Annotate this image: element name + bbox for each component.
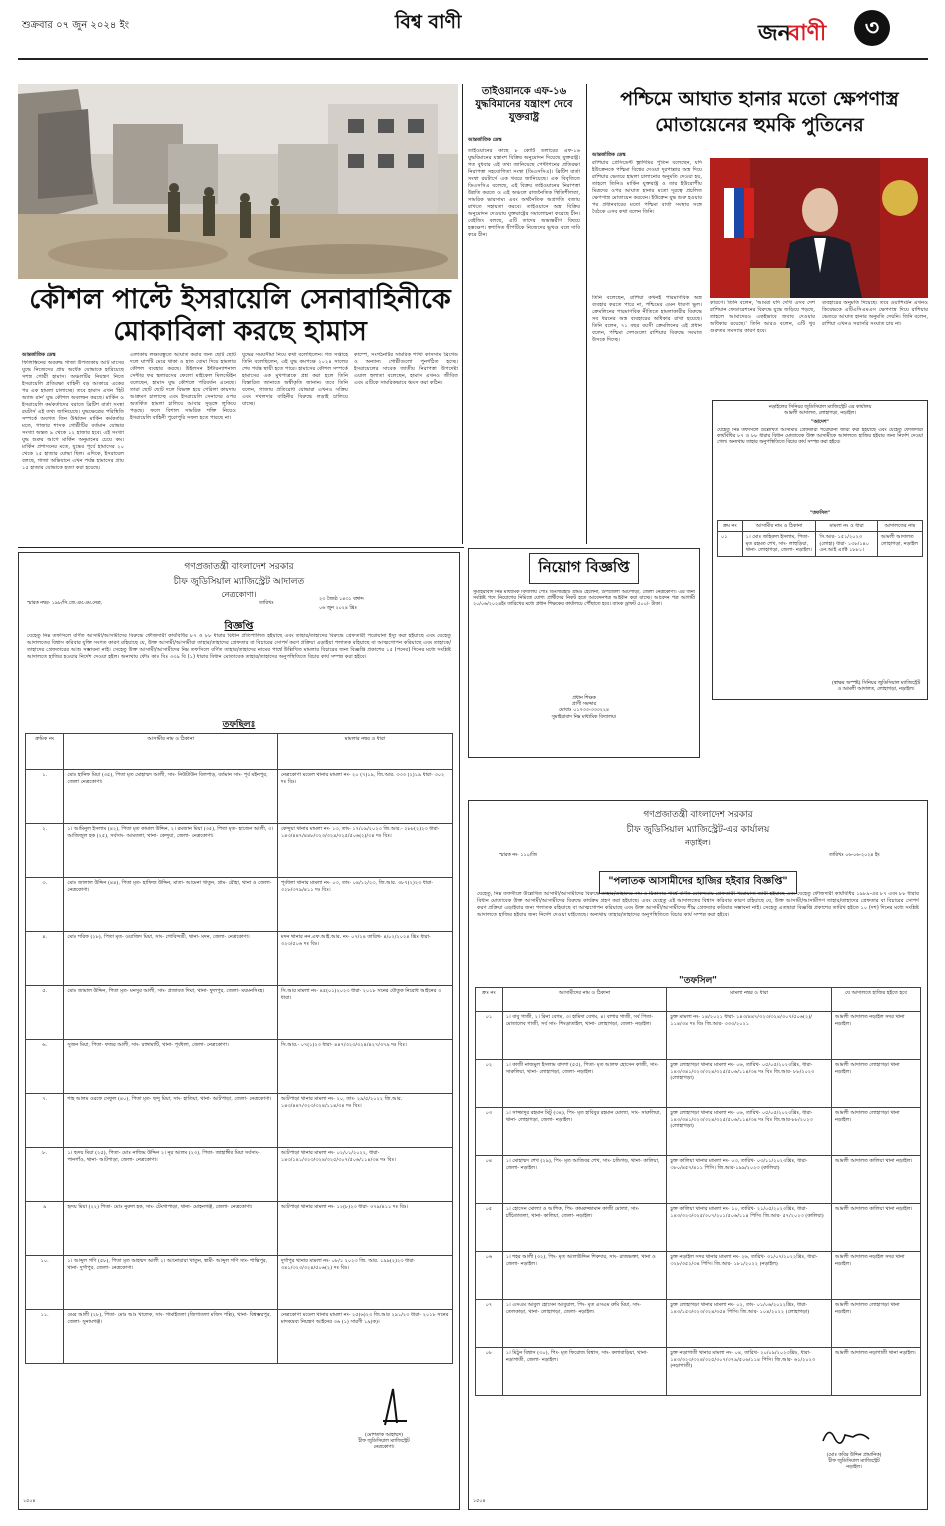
table-cell: ১। মোঃ জহিরুল ইসলাম, পিতা- মৃত রহমত শেখ, সাং- লাহুড়িয়া, থানা- লোহাগড়া, জেলা- নড়াইল। xyxy=(742,532,816,557)
table-cell: চুক্ত নড়াইল সদর থানার মামলা নং- ২৬, তারিখ- ৩১/০৭/২০২২খ্রিঃ, ধারা- ৩২৮/৩৫২/৩৪ পিসি। জি.আর- ১৮১/২০২২ (নড়াইল) xyxy=(667,1252,832,1300)
table-cell: ০২ xyxy=(476,1060,503,1108)
netrokona-tafsil: তফছিলঃ xyxy=(222,720,256,730)
netrokona-notice xyxy=(18,552,460,1510)
netrokona-footer-code: ১৫০৪ xyxy=(23,1498,36,1504)
narail-small-col: আদালতের নাম xyxy=(877,520,922,532)
table-row xyxy=(26,770,453,824)
narail-big-col: ক্রঃ নং xyxy=(476,988,503,1012)
table-cell: সি.আর মামলা নং- ৪৫(০১)২০২৩ ধারা- ২০১৮ সনের যৌতুক নিরোধ আইনের ৩ ধারা। xyxy=(277,986,452,1040)
recruitment-sign-phone: মোবাঃ ০১৭৩৩-৩৩৩২২৪ xyxy=(558,708,610,714)
narail-small-tafsil: "তফসিল" xyxy=(809,509,831,516)
table-cell: ০৬ xyxy=(476,1252,503,1300)
putin-col-2: তিনি বলেছেন, রাশিয়া কখনই পারমাণবিক অস্ত্র ব্যবহার করতে পারে না, পশ্চিমের এমন ধারণা ভুল। ক্রেমলিনের পারমাণবিক নীতিতে হামলাকারীর বিরুদ্ধে সব ধরনের অস্ত্র ব্যবহারের অধিকার রাখা হয়েছে। তিনি বলেন, ৭১ বছর বয়সী ক্রেমলিনের এই প্রধান বলেন, পশ্চিমা দেশগুলো রাশিয়ার বিরুদ্ধে সংঘাত উসকে দিচ্ছে। xyxy=(592,295,702,343)
narail-big-sign-1: (মোঃ কবির উদ্দিন প্রামানিক) xyxy=(826,1453,882,1458)
table-cell: আমলী আদালত লোহাগড়া থানা নড়াইল। xyxy=(831,1108,920,1156)
header-rule xyxy=(18,58,928,60)
main-story-col-2: এলাকায় লক্ষ্যবস্তুতে আঘাত করার জন্য ছোট ছোট দলে ঘাপটি মেরে থাকা ও হাত বোমা দিয়ে হামলার কৌশল ব্যবহার করছে। উইলসন ইন্টারন্যাশনাল সেন্টার ফর স্কলারসের ফেলো মাইকেল মিলস্টেইন বলেছেন, হামাস যুদ্ধ কৌশলে পরিবর্তন এনেছে। তারা ছোট ছোট দলে বিভক্ত হয়ে গেরিলা কায়দায় আক্রমণ চালাচ্ছে এবং ইসরায়েলি সেনাদের ওপর অতর্কিত হামলা চালিয়ে আবার সুড়ঙ্গে লুকিয়ে পড়ছে। ফলে বিশাল সামরিক শক্তি নিয়েও ইসরায়েলি বাহিনী পুরোপুরি সফল হতে পারছে না। xyxy=(130,352,236,421)
f16-body: তাইওয়ানের কাছে ৮ কোটি ডলারের এফ-১৬ যুদ্ধবিমানের যন্ত্রাংশ বিক্রির অনুমোদন দিয়েছে যুক্তরাষ্ট্র। গত বুধবার এই তথ্য জানিয়েছে পেন্টাগনের প্রতিরক্ষা নিরাপত্তা সহযোগিতা সংস্থা (ডিএসসিএ)। ব্রিটিশ বার্তা সংস্থা রয়টার্সে এক খবরে জানিয়েছে। এক বিবৃতিতে ডিএসসিএ বলেছে, এই বিক্রয় তাইওয়ানের নিরাপত্তা উন্নতি করতে ও এই অঞ্চলে রাজনৈতিক স্থিতিশীলতা, সামরিক ভারসাম্য এবং অর্থনৈতিক অগ্রগতি বজায় রাখতে সহায়তা করবে। তাইওয়ানে অস্ত্র বিক্রির অনুমোদন দেওয়ায় যুক্তরাষ্ট্রের সমালোচনা করেছে চীন। বেইজিং বলছে, এটি তাদের অভ্যন্তরীণ বিষয়ে হস্তক্ষেপ। স্বশাসিত দ্বীপটিকে নিজেদের ভূখণ্ড বলে দাবি করে চীন। xyxy=(468,148,580,238)
table-cell: ১। কাজী নাজমুল ইসলাম বাদশা (৫৫), পিতা- মৃত আলফ হোসেন কাজী, সাং- সারুলিয়া, থানা- লোহাগড়া, জেলা- নড়াইল। xyxy=(502,1060,667,1108)
table-cell: ০৭ xyxy=(476,1300,503,1348)
table-row xyxy=(26,1094,453,1148)
recruitment-notice xyxy=(468,548,700,758)
table-cell: পূর্বধলা থানার মামলা নং- ০৩, তাং- ০৪/১২/২৩, জি.আর. ৩৮৭(২)২৩ ধারা- ৩২৮/৩৭৯/৪১১ দঃ বিঃ। xyxy=(277,878,452,932)
table-cell: ১। বাবু গাজী, ২। রিনা বেগম, ৩। হামিদা বেগম, ৪। বাশার গাজী, সর্ব পিতা- মোতালেব গাজী, সর্ব সাং- শিংড়াতাইল, থানা- লোহাগড়া, জেলা- নড়াইল। xyxy=(502,1012,667,1060)
main-headline xyxy=(22,284,458,348)
narail-big-h1: গণপ্রজাতন্ত্রী বাংলাদেশ সরকার xyxy=(643,810,753,820)
gaza-soldiers-photo xyxy=(18,84,458,279)
narail-small-h1: নড়াইলের সিনিয়র জুডিসিয়াল ম্যাজিস্ট্রেট এর কার্যালয় xyxy=(768,405,872,410)
netrokona-heading xyxy=(25,559,453,602)
table-cell: কেন্দুয়া থানার মামলা নং- ১৩, তাং- ১৭/০৯/২০২৩ জি.আর.- ২৮৮(২)২৩ ধারা- ১৪৩/৪৪৭/৪৪৮/৩২৩/৩২৪/৩২৫/৫০৬(২)/৩৪ দঃ বিঃ। xyxy=(277,824,452,878)
netrokona-signature xyxy=(319,1433,449,1452)
signature-scribble xyxy=(819,1421,879,1451)
narail-big-heading xyxy=(475,807,921,850)
netrokona-sign-role: চীফ জুডিসিয়াল ম্যাজিস্ট্রেট xyxy=(358,1439,410,1445)
table-cell: ৬. xyxy=(26,1040,64,1094)
table-cell: শাহ আলম ওরফে সেফুল (৪০), পিতা মৃত- ছন্দু মিয়া, সাং- হাতিয়া, থানা- আটপাড়া, জেলা- নেত্রকোণা। xyxy=(64,1094,278,1148)
table-cell: ১। আমিনুল ইসলাম (৪২), পিতা মৃত কামাল উদ্দিন, ২। রমজান মিয়া (৩৫), পিতা মৃত- হাজেন আলী, ৩। আজিজুল হক (২৫), সর্বসাং- আমতলা, থানা- কেন্দুয়া, জেলা- নেত্রকোণা। xyxy=(64,824,278,878)
narail-big-h3: নড়াইল। xyxy=(685,838,711,847)
table-row xyxy=(476,1012,921,1060)
table-cell: ১০. xyxy=(26,1256,64,1310)
recruitment-sign-name: প্রাণী সমদ্দার xyxy=(571,702,597,708)
table-cell: মোঃ জামাল উদ্দিন, পিতা মৃত- মনসুর আলী, সাং- প্রজাবত দিঘা, থানা- ফুলপুর, জেলা- ময়মনসিংহ। xyxy=(64,986,278,1040)
netrokona-signature-mark xyxy=(379,1385,413,1433)
netrokona-sign-place: নেত্রকোণা। xyxy=(373,1445,395,1451)
table-row xyxy=(26,986,453,1040)
column-divider xyxy=(462,84,463,544)
table-cell: ৯ xyxy=(26,1202,64,1256)
table-row xyxy=(26,878,453,932)
table-cell: ০৮ xyxy=(476,1348,503,1396)
table-row xyxy=(476,1204,921,1252)
table-cell: ৫. xyxy=(26,986,64,1040)
narail-small-col: আসামীর নাম ও ঠিকানা xyxy=(742,520,816,532)
table-cell: ০৫ xyxy=(476,1204,503,1252)
table-row xyxy=(476,1300,921,1348)
narail-small-body: যেহেতু নিম্ন তফসিলে উল্লেখিত আসামীর গ্রেফতারী পরোয়ানা জারী করা হইয়াছে এবং যেহেতু ফৌজদারী কার্যবিধির ৮৭ ও ৮৮ ধারার বিধান মোতাবেক উক্ত আসামীকে আদালতে হাজির হইবার জন্য নির্দেশ দেওয়া গেল। অন্যথায় তাহার অনুপস্থিতিতে বিচার কার্য সম্পন্ন করা হইবে। xyxy=(717,427,923,446)
table-cell: আমলী আদালত নড়াইল সদর থানা নড়াইল। xyxy=(831,1012,920,1060)
narail-small-h2: আমলী আদালত, লোহাগড়া, নড়াইল। xyxy=(784,411,856,417)
table-row xyxy=(476,1252,921,1300)
main-story-col-3: যুদ্ধের সময়সীমা নিয়ে কথা বলেছিলেন। গত সপ্তাহে তিনি বলেছিলেন, এই যুদ্ধ কমপক্ষে ২০২৪ সালের শেষ পর্যন্ত স্থায়ী হতে পারে। হামাসের কৌশল সম্পর্কে হামাসের এক মুখপাত্রকে প্রশ্ন করা হলে তিনি বিস্তারিত জানাতে অস্বীকৃতি জানান। তবে তিনি বলেন, গাজায় প্রতিরোধ যোদ্ধারা এখনও সক্রিয় এবং দখলদার বাহিনীর বিরুদ্ধে লড়াই চালিয়ে যাচ্ছে। xyxy=(242,352,348,407)
f16-desk: আন্তর্জাতিক ডেস্ক xyxy=(468,137,502,143)
table-cell: ৪. xyxy=(26,932,64,986)
table-row xyxy=(26,1256,453,1310)
table-cell: ০৪ xyxy=(476,1156,503,1204)
table-cell: চুক্ত লোহাগড়া থানার মামলা নং- ০২, তাং- ০১/০৬/২০২২খ্রিঃ, ধারা- ১৪৩/১৫৩/৩২৩/৩২৪/৩৫৪ পিসি। জি.আর- ১০৪/২০২২ (লোহাগড়া) xyxy=(667,1300,832,1348)
signature-scribble xyxy=(379,1385,413,1429)
table-cell: ১। আব্দুল গণি (৫৮), পিতা মৃত আহম্মদ আলী ২। আনোয়ারা খাতুন, স্বামী- আব্দুল গণি সাং- শান্তিপুর, থানা- দুর্গাপুর, জেলা- নেত্রকোণা। xyxy=(64,1256,278,1310)
table-cell: সি.আর.- ০৭(১)২৩ ধারা- ৪৪৭/৩২৩/৩২৪/৪২৭/৩৭৯ দঃ বিঃ। xyxy=(277,1040,452,1094)
putin-col-4: ব্যবহারের অনুমতি দিয়েছে। তবে ওয়াশিংটন এখনও কিয়েভকে এটিএসিএমএস ক্ষেপণাস্ত্র দিয়ে রাশিয়ার ভেতরে আঘাত হানার অনুমতি দেয়নি। তিনি বলেন, রাশিয়া এখনও সরাসরি সংঘাত চায় না। xyxy=(822,300,928,327)
table-cell: ০৩ xyxy=(476,1108,503,1156)
recruitment-body: সুমাইরাবাদ নিম্ন মাধ্যমিক বিদ্যালয় পোঃ ডিংগারহাট গ্রামঃ হেলেনা, উপজেলা আটপাড়া, জেলা নেত্রকোণা। এর জন্য সংশ্লিষ্ট পদে নিয়োগের নিমিত্তে যোগ্য প্রার্থীদের নিকট হতে আবেদনপত্র আহ্বান করা যাচ্ছে। আবেদন পত্র আগামী ২০/০৬/২০২৪ইং তারিখের মধ্যে প্রধান শিক্ষকের কার্যালয়ে পৌঁছাতে হবে। ব্যাংক ড্রাফট ৫০০/- টাকা। xyxy=(473,590,695,608)
table-cell: আমলী আদালত লোহাগড়া থানা নড়াইল। xyxy=(831,1300,920,1348)
table-cell: আমলী আদালত লোহাগড়া থানা নড়াইল। xyxy=(831,1060,920,1108)
table-cell: চুক্ত কালিয়া থানার মামলা নং- ০৩, তারিখ- ০৩/১১/২০২৩খ্রিঃ, ধারা- ৩৮০/৪৫৭/৪১১ পিসি। জি.আর-১৯৯/২০২৩ (কালিয়া) xyxy=(667,1156,832,1204)
table-cell: ১। সাজ্জাদুর রহমান মিটু (৩৪), পিং- মৃত হাবিবুর রহমান মোল্যা, সাং- সারুলিয়া, থানা- লোহাগড়া, জেলা- নড়াইল। xyxy=(502,1108,667,1156)
table-cell: ১। মিঠুন বিশ্বাস (৩০), পিং- মৃত ফিরোজ বিশ্বাস, সাং- কলাবাড়িয়া, থানা- নড়াগাতী, জেলা- নড়াইল। xyxy=(502,1348,667,1396)
netrokona-title: বিজ্ঞপ্তি xyxy=(224,621,254,632)
table-cell: ১. xyxy=(26,770,64,824)
netrokona-h1: গণপ্রজাতন্ত্রী বাংলাদেশ সরকার xyxy=(184,562,294,572)
table-cell: চুক্ত নড়াগাতী থানার মামলা নং- ০৪, তারিখ- ২০/০৯/২০২৩খ্রিঃ, ধারা- ১৪৩/৩২৩/৩২৪/৩২৫/৩০৭/৩৭৯/৫০৬/১১৪ পিসি। জি.আর- ৬১/২০২৩ (নড়াগাতী) xyxy=(667,1348,832,1396)
netrokona-table xyxy=(25,733,453,1364)
table-cell: আমলী আদালত কালিয়া থানা নড়াইল। xyxy=(831,1204,920,1252)
netrokona-table-body xyxy=(26,770,453,1364)
narail-big-tafsil: "তফসিল" xyxy=(679,976,717,986)
table-cell: ১। হোসেন মোল্যা ও আশিক, পিং- কামরুজ্জামান কাজী মোল্যা, সাং- চাঁচিতাতলা, থানা- কালিয়া, জেলা- নড়াইল। xyxy=(502,1204,667,1252)
main-headline-line-2: মোকাবিলা করছে হামাস xyxy=(113,316,367,347)
narail-small-notice xyxy=(712,400,928,700)
brand-part-b: বাণী xyxy=(788,20,827,46)
putin-photo xyxy=(710,158,928,298)
brand-logo xyxy=(758,10,898,50)
narail-big-table-header xyxy=(476,988,921,1012)
table-row xyxy=(26,932,453,986)
table-row xyxy=(476,1156,921,1204)
table-cell: সুজন মিয়া, পিতা- ফজর আলী, সাং- রাঙ্গামাটি, থানা- পূর্বধলা, জেলা- নেত্রকোণা। xyxy=(64,1040,278,1094)
table-row xyxy=(26,1040,453,1094)
netrokona-col: আসামীর নাম ও ঠিকানা xyxy=(64,734,278,770)
table-row xyxy=(26,1202,453,1256)
narail-big-h2: চীফ জুডিসিয়াল ম্যাজিস্ট্রেট-এর কার্যালয় xyxy=(626,825,770,835)
putin-headline xyxy=(592,86,927,138)
table-cell: চুক্ত কালিয়া থানার মামলা নং- ১০, তারিখ- ২১/০৫/২০২৩খ্রিঃ, ধারা- ১৪৩/৩২৩/৩২৫/৩০৭/২০১/৫০৬/১১৪ পিসি। জি.আর- ৫৭/২০২৩ (কালিয়া) xyxy=(667,1204,832,1252)
main-story-col-4: কাম্পে, সংগঠনটির সামরিক শাখা কাসসাম ব্রিগেড ও অন্যান্য গোষ্ঠীগুলো পুনর্গঠিত হচ্ছে। ইসরায়েলের সাবেক জাতীয় নিরাপত্তা উপদেষ্টা এয়াল হুলাতা বলেছেন, হামাস এখনও জীবিত এবং এটিকে সামরিকভাবে ধ্বংস করা কঠিন। xyxy=(354,352,458,386)
recruitment-title: নিয়োগ বিজ্ঞপ্তি xyxy=(529,553,638,584)
table-cell: দুর্গাপুর থানার মামলা নং- ০৮/১ ২০২৩ জি. আর. ১৯৯(২)২৩ ধারা- ৩৪১/৩২৩/৩২৪/৫০৬(২) দঃ বিঃ। xyxy=(277,1256,452,1310)
netrokona-date-label: তারিখঃ xyxy=(259,601,274,606)
netrokona-table-header xyxy=(26,734,453,770)
table-cell: ওমর আলী (২৮), পিতা- মোঃ আঃ খালেক, সাং- গামাইতলা (জিগাতলা মজিদ পল্লি), থানা- বিশ্বম্ভরপুর, জেলা- সুনামগঞ্জ। xyxy=(64,1310,278,1364)
table-cell: মোঃ শরিফ (২৮), পিতা মৃত- ওয়াজিদ মিয়া, সাং- গোবিন্দশ্রী, থানা- মদন, জেলা- নেত্রকোণা। xyxy=(64,932,278,986)
table-cell: ১১. xyxy=(26,1310,64,1364)
table-row xyxy=(476,1348,921,1396)
narail-big-col: যে আদালতে হাজির হইতে হবে xyxy=(831,988,920,1012)
narail-small-sign: (স্বাক্ষর অস্পষ্ট) সিনিয়র জুডিসিয়াল ম্যাজিস্ট্রেট ও আমলী আদালত, লোহাগড়া, নড়াইল। xyxy=(831,680,921,692)
putin-headline-line-1: পশ্চিমে আঘাত হানার মতো ক্ষেপণাস্ত্র xyxy=(620,88,899,110)
narail-small-table-header xyxy=(718,520,923,532)
table-row xyxy=(26,1148,453,1202)
table-cell: চুক্ত লোহাগড়া থানার মামলা নং- ০৬, তারিখ- ০৫/০৫/২০২৩খ্রিঃ, ধারা- ১৪৩/৩৪১/৩২৩/৩২৪/৩২৫/৫০৬/১১৪/৩৪ দঃ বিঃ জি.আর-৮৮/২০২৩ (লোহাগড়া) xyxy=(667,1108,832,1156)
table-row xyxy=(718,532,923,557)
main-headline-line-1: কৌশল পাল্টে ইসরায়েলি সেনাবাহিনীকে xyxy=(29,284,451,315)
recruitment-sign xyxy=(473,696,695,721)
table-row xyxy=(476,1060,921,1108)
table-cell: আটপাড়া থানার মামলা নং- ২০, তাং- ২৯/৫/২০২২ জি.আর. ১৪৩/৪৪৭/৩২৩/৩২৪/১১৪/৩৪ দঃ বিঃ। xyxy=(277,1094,452,1148)
narail-big-date: তারিখঃ ০৬-০৬-২০২৪ ইং xyxy=(829,853,880,858)
narail-big-title: "পলাতক আসামীদের হাজির হইবার বিজ্ঞপ্তি" xyxy=(599,871,796,894)
section-rule xyxy=(18,547,464,548)
narail-big-table-wrap xyxy=(475,987,921,1396)
narail-big-sign-3: নড়াইল। xyxy=(846,1465,862,1471)
table-cell: হৃদয় মিয়া (২২) পিতা- মোঃ নুরুল হক, সাং- টেংগাপাড়া, থানা- মোহনগঞ্জ, জেলা- নেত্রকোণা। xyxy=(64,1202,278,1256)
table-cell: আমলী আদালত নড়াইল সদর থানা নড়াইল। xyxy=(831,1252,920,1300)
netrokona-body: যেহেতু নিম্ন তফসিলে বর্ণিত আসামী/আসামীদের বিরুদ্ধে ফৌজদারী কার্যবিধির ৮৭ ও ৮৮ ধারার বিধান প্রতিপালিত হইয়াছে এবং তাহার/তাহাদের বিরুদ্ধে গ্রেফতারী পরোয়ানা ইস্যু করা হইয়াছে এবং যেহেতু আদালতের বিশ্বাস করিবার যুক্তি সংগত কারণ রহিয়াছে যে, উক্ত আসামী/আসামীরা তাহার/তাহাদের গ্রেফতার বা বিচারের সোপর্দ করণ প্রক্রিয়া এড়াইয়া পলাতক রহিয়াছে বা আত্মগোপন করিয়াছে এবং তাহাকে/তাহাদের গ্রেফতারের আশু সম্ভাবনা নাই। সেহেতু উক্ত আসামী/আসামীদের নিম্ন তফসিলে বর্ণিত তাহার/তাহাদের নামের পার্শ্বে উল্লিখিত মামলার বিচারের জন্য বিজ্ঞপ্তি প্রকাশের ১৫ (পনের) দিনের মধ্যে সংশ্লিষ্ট আদালতে হাজির হওয়ার নির্দেশ দেওয়া হইল। অন্যথায় ফৌঃ কাঃ বিঃ ৩৩৯ বি (১) ধারার বিধান মোতাবেক তাহার/তাহাদের অনুপস্থিতিতে বিচার কার্য সম্পন্ন করা হইবে। xyxy=(27,633,451,660)
main-story-col-1: ফিলিস্তিনের অবরুদ্ধ গাজা উপত্যকায় আট মাসের যুদ্ধে নিজেদের প্রায় অর্ধেক যোদ্ধাকে হারিয়েছে সশস্ত্র গোষ্ঠী হামাস। অঞ্চলটির নিয়ন্ত্রণ নিতে ইসরায়েলি প্রতিরক্ষা বাহিনী বড় আকারে একের পর এক হামলা চালাচ্ছে। তবে হামাস এখন 'হিট অ্যান্ড রান' যুদ্ধ কৌশল অবলম্বন করছে। মার্কিন ও ইসরায়েলি কর্মকর্তাদের বরাতে ব্রিটিশ বার্তা সংস্থা রয়টার্স এই তথ্য জানিয়েছে। যুদ্ধক্ষেত্রের পরিস্থিতি সম্পর্কে অবগত তিন উর্ধ্বতন মার্কিন কর্মকর্তার মতে, গাজার শাসক গোষ্ঠীটির বর্তমান যোদ্ধার সংখ্যা অন্তত ৯ থেকে ১২ হাজার হবে। এই সংখ্যা যুদ্ধ শুরুর আগে মার্কিন অনুমানের চেয়ে কম। মার্কিন প্রশাসনের মতে, যুদ্ধের পূর্বে হামাসের ২০ থেকে ২৫ হাজার যোদ্ধা ছিল। এদিকে, ইসরায়েল বলছে, গাজা অভিযানে এখন পর্যন্ত হামাসের প্রায় ১৫ হাজার যোদ্ধাকে হত্যা করা হয়েছে। xyxy=(22,360,124,471)
narail-small-table xyxy=(717,520,923,557)
table-cell: মোঃ জালাল উদ্দিন (৪৪), পিতা মৃত- হাফিজ উদ্দিন, মাতা- আমেনা খাতুন, গ্রাম- রৌহা, থানা ও জেলা- নেত্রকোণা। xyxy=(64,878,278,932)
netrokona-sign-name: (মোশতাক আহাম্মদ) xyxy=(364,1433,404,1438)
recruitment-sign-school: সুমাইরাবাদ নিম্ন মাধ্যমিক বিদ্যালয়। xyxy=(551,714,617,720)
narail-big-col: মামলা নম্বর ও ধারা xyxy=(667,988,832,1012)
narail-big-table-body xyxy=(476,1012,921,1396)
narail-big-body: যেহেতু, নিম্ন তফসীলে উল্লেখিত আসামী/আসামীদের বিরুদ্ধে তাহার/তাহাদের নাম ও ঠিকানার পার্শ্বে বর্ণিত মোকদ্দমায় গ্রেফতারী পরোয়ানা জারী হইয়াছে এবং যেহেতু ফৌজদারী কার্যবিধির ১৯৮৯-এর ৮৭ এবং ৮৮ ধারার বিধান মোতাবেক উক্ত আসামী/আসামীদের বিরুদ্ধে কার্যক্রম গ্রহণ করা হইয়াছে। এবং যেহেতু এই আদালতের বিশ্বাস করিবার কারণ রহিয়াছে যে, উক্ত আসামী/আসামীগণ তাহার/তাহাদের গ্রেফতার বা বিচারের সোপর্দ করণ প্রক্রিয়া এড়াইবার জন্য পলাতক রহিয়াছে বা আত্মগোপন করিয়াছে এবং উক্ত আসামী/আসামীদের শীঘ্র গ্রেফতার করিবার সম্ভাবনা নাই। সেহেতু এতদ্বারা বিজ্ঞপ্তি প্রকাশের তারিখ হইতে ১০ (দশ) দিনের মধ্যে সংশ্লিষ্ট আদালতে হাজির হইবার জন্য নির্দেশ দেওয়া যাইতেছে। অন্যথায় তাহার/তাহাদের অনুপস্থিতিতে বিচার কার্য সম্পন্ন করা হইবে। xyxy=(477,891,919,918)
f16-headline: তাইওয়ানকে এফ-১৬ যুদ্ধবিমানের যন্ত্রাংশ দেবে যুক্তরাষ্ট্র xyxy=(475,86,573,123)
table-cell: নেত্রকোণা মডেল থানার মামলা নং- ২০ (৭)১৯, জি.আর. ৩৩৩ (২)১৯ ধারা- ৩০২ দঃ বিঃ। xyxy=(277,770,452,824)
narail-small-col: ক্রম নং xyxy=(718,520,743,532)
putin-col-1: রাশিয়ার প্রেসিডেন্ট ভ্লাদিমির পুতিন বলেছেন, যদি ইউক্রেনকে পশ্চিমা বিশ্বের দেওয়া দূরপাল্লার অস্ত্র দিয়ে রাশিয়ার ভেতরে হামলা চালানোর অনুমতি দেওয়া হয়, তাহলে তিনিও মার্কিন যুক্তরাষ্ট্র ও তার ইউরোপীয় মিত্রদের ওপর আঘাত হানার মতো দূরত্বে প্রচলিত ক্ষেপণাস্ত্র মোতায়েন করবেন। ইউক্রেন যুদ্ধ শুরু হওয়ার পর প্রধানবারের মতো পশ্চিমা বার্তা সংস্থার সঙ্গে বৈঠকে এসব কথা বলেন তিনি। xyxy=(592,160,702,215)
netrokona-table-wrap xyxy=(25,733,453,1364)
table-cell: ০১ xyxy=(476,1012,503,1060)
table-cell: ১। শহর আলী (৩২), পিং- মৃত আলাউদ্দিন শিকদার, সাং- রাজভক্তা, থানা ও জেলা- নড়াইল। xyxy=(502,1252,667,1300)
table-cell: ৮. xyxy=(26,1148,64,1202)
putin-desk: আন্তর্জাতিক ডেস্ক xyxy=(592,152,626,158)
section-title: বিশ্ব বাণী xyxy=(395,11,462,33)
narail-small-adesh: "আদেশ" xyxy=(811,419,829,426)
table-cell: ৭. xyxy=(26,1094,64,1148)
page-number-badge: ৩ xyxy=(854,10,890,46)
narail-small-col: মামলা নং ও ধারা xyxy=(816,520,878,532)
table-cell: চুক্ত লোহাগড়া থানার মামলা নং- ০৬, তারিখ- ০৫/০৫/২০২৩খ্রিঃ, ধারা- ১৪৩/৩৪১/৩২৩/৩২৪/৩২৫/৫০৬/১১৪/৩৪ দঃ বিঃ জি.আর- ৮৮/২০২৩ (লোহাগড়া) xyxy=(667,1060,832,1108)
table-cell: মোঃ হানিফ মিয়া (৩৫), পিতা মৃত মোহাম্মদ আলী, সাং- নিউটাউন বিলপাড়, বর্তমান সাং- পূর্ব মইনপুর, জেলা নেত্রকোণা। xyxy=(64,770,278,824)
putin-headline-line-2: মোতায়েনের হুমকি পুতিনের xyxy=(655,114,864,136)
table-cell: চুক্ত মামলা নং- ১৪/২০২১ ধারা- ১৪৩/৪৪৭/৩২৩/৩২৪/৩০৭/৫০৬(২)/১১৪/৩৪ দঃ বিঃ জি.আর- ৩৩৩/২০২১ xyxy=(667,1012,832,1060)
netrokona-memo: স্মারক নম্বর- ১৯৮/সি.জে.এম.এম.নেত্র, xyxy=(27,601,103,606)
narail-big-memo: স্মারক নং- ১১০/জি xyxy=(499,853,537,858)
netrokona-col: মামলার নম্বর ও ধারা xyxy=(277,734,452,770)
recruitment-title-wrap xyxy=(473,553,695,584)
netrokona-col: ক্রমিক নং xyxy=(26,734,64,770)
table-cell: আটপাড়া থানার মামলা নং- ১২(৮)২৩ ধারা- ৩৭৯/৪১১ দঃ বিঃ। xyxy=(277,1202,452,1256)
main-story-desk: আন্তর্জাতিক ডেস্ক xyxy=(22,352,56,358)
table-cell: নেত্রকোণা মডেল থানার মামলা নং- ২৫(৬)২৩ জি.আর ২৯১/২৩ ধারা- ২০১৮ সনের মাদকদ্রব্য নিয়ন্ত্রণ আইনের ৩৬ (১) সারণী ১৯(ক)। xyxy=(277,1310,452,1364)
netrokona-h3: নেত্রকোণা। xyxy=(221,590,257,599)
table-row xyxy=(26,1310,453,1364)
table-cell: মদন থানার নন.এফ.আই.আর. নং- ০৭/২৪ তারিখ- ৪/০২/২০২৪ খ্রিঃ ধারা- ৩২৩/৫০৬ দঃ বিঃ। xyxy=(277,932,452,986)
netrokona-date-1: ২৩ জ্যৈষ্ঠ ১৪৩১ বঙ্গাব্দ xyxy=(319,597,364,602)
header xyxy=(0,0,945,76)
putin-photo-art xyxy=(710,158,928,298)
table-cell: ০১ xyxy=(718,532,743,557)
table-cell: আমলী আদালত লোহাগড়া, নড়াইল xyxy=(877,532,922,557)
column-divider xyxy=(586,84,587,544)
narail-big-footer-code: ১৫০৪ xyxy=(473,1498,486,1504)
netrokona-h2: চীফ জুডিসিয়াল ম্যাজিস্ট্রেট আদালত xyxy=(173,577,305,587)
gaza-photo-art xyxy=(18,84,458,279)
table-cell: ১। হৃদয় মিয়া (২৫), পিতা- মোঃ নাজিম উদ্দিন ২। নূর আলম (২৩), পিতা- জাহাঙ্গীর মিয়া সর্বসাং- পানগাঁও, থানা- আটপাড়া, জেলা- নেত্রকোণা। xyxy=(64,1148,278,1202)
narail-big-sign-2: চীফ জুডিসিয়াল ম্যাজিস্ট্রেট xyxy=(828,1459,880,1465)
table-cell: ১। এসএম আবুল হোসেন আবুয়াল, পিং- মৃত এসএম রুমি মিয়া, সাং- তেলকাড়া, থানা- লোহাগড়া, জেলা- নড়াইল। xyxy=(502,1300,667,1348)
table-cell: আটপাড়া থানার মামলা নং- ০২/০১/২০২২, ধারা- ১৪৩/১৪১/৩২৩/৩২৪/৩২৫/৩০৭/৫০৬/১১৪/৩৪ দঃ বিঃ। xyxy=(277,1148,452,1202)
narail-big-table xyxy=(475,987,921,1396)
table-row xyxy=(26,824,453,878)
table-cell: ১। মোহাম্মদ শেখ (২৯), পিং- মৃত আজিবর শেখ, সাং- চন্ডিগড়, থানা- কালিয়া, জেলা- নড়াইল। xyxy=(502,1156,667,1204)
table-cell: সি.আর- ১৫১/২০২৩ (লোহা) ধারা- ১৩৮/১৪০ এন.আই এ্যাক্ট ১৮৮১। xyxy=(816,532,878,557)
brand-part-a: জন xyxy=(758,20,791,46)
recruitment-sign-role: প্রধান শিক্ষক xyxy=(572,696,596,701)
narail-big-col: আসামীদের নাম ও ঠিকানা xyxy=(502,988,667,1012)
netrokona-date-2: ০৬ জুন ২০২৪ খ্রিঃ xyxy=(319,606,357,611)
header-date: শুক্রবার ০৭ জুন ২০২৪ ইং xyxy=(22,20,130,31)
table-cell: ২. xyxy=(26,824,64,878)
putin-col-3: কারণে। তিনি বলেন, 'আমরা যদি দেখি এসব দেশ রাশিয়ান ফেডারেশনের বিরুদ্ধে যুদ্ধে জড়িয়ে পড়ছে, তাহলে আমাদেরও একইভাবে জবাব দেওয়ার অধিকার রয়েছে।' তিনি আরও বলেন, এটি খুব গুরুতর সমস্যার কারণ হবে। xyxy=(710,300,815,334)
table-cell: আমলী আদালত কালিয়া থানা নড়াইল। xyxy=(831,1156,920,1204)
table-cell: ৩. xyxy=(26,878,64,932)
table-row xyxy=(476,1108,921,1156)
narail-big-notice xyxy=(468,800,928,1510)
narail-signature-mark xyxy=(819,1421,879,1455)
table-cell: আমলী আদালত নড়াগাতী থানা নড়াইল। xyxy=(831,1348,920,1396)
narail-big-signature xyxy=(789,1453,919,1472)
